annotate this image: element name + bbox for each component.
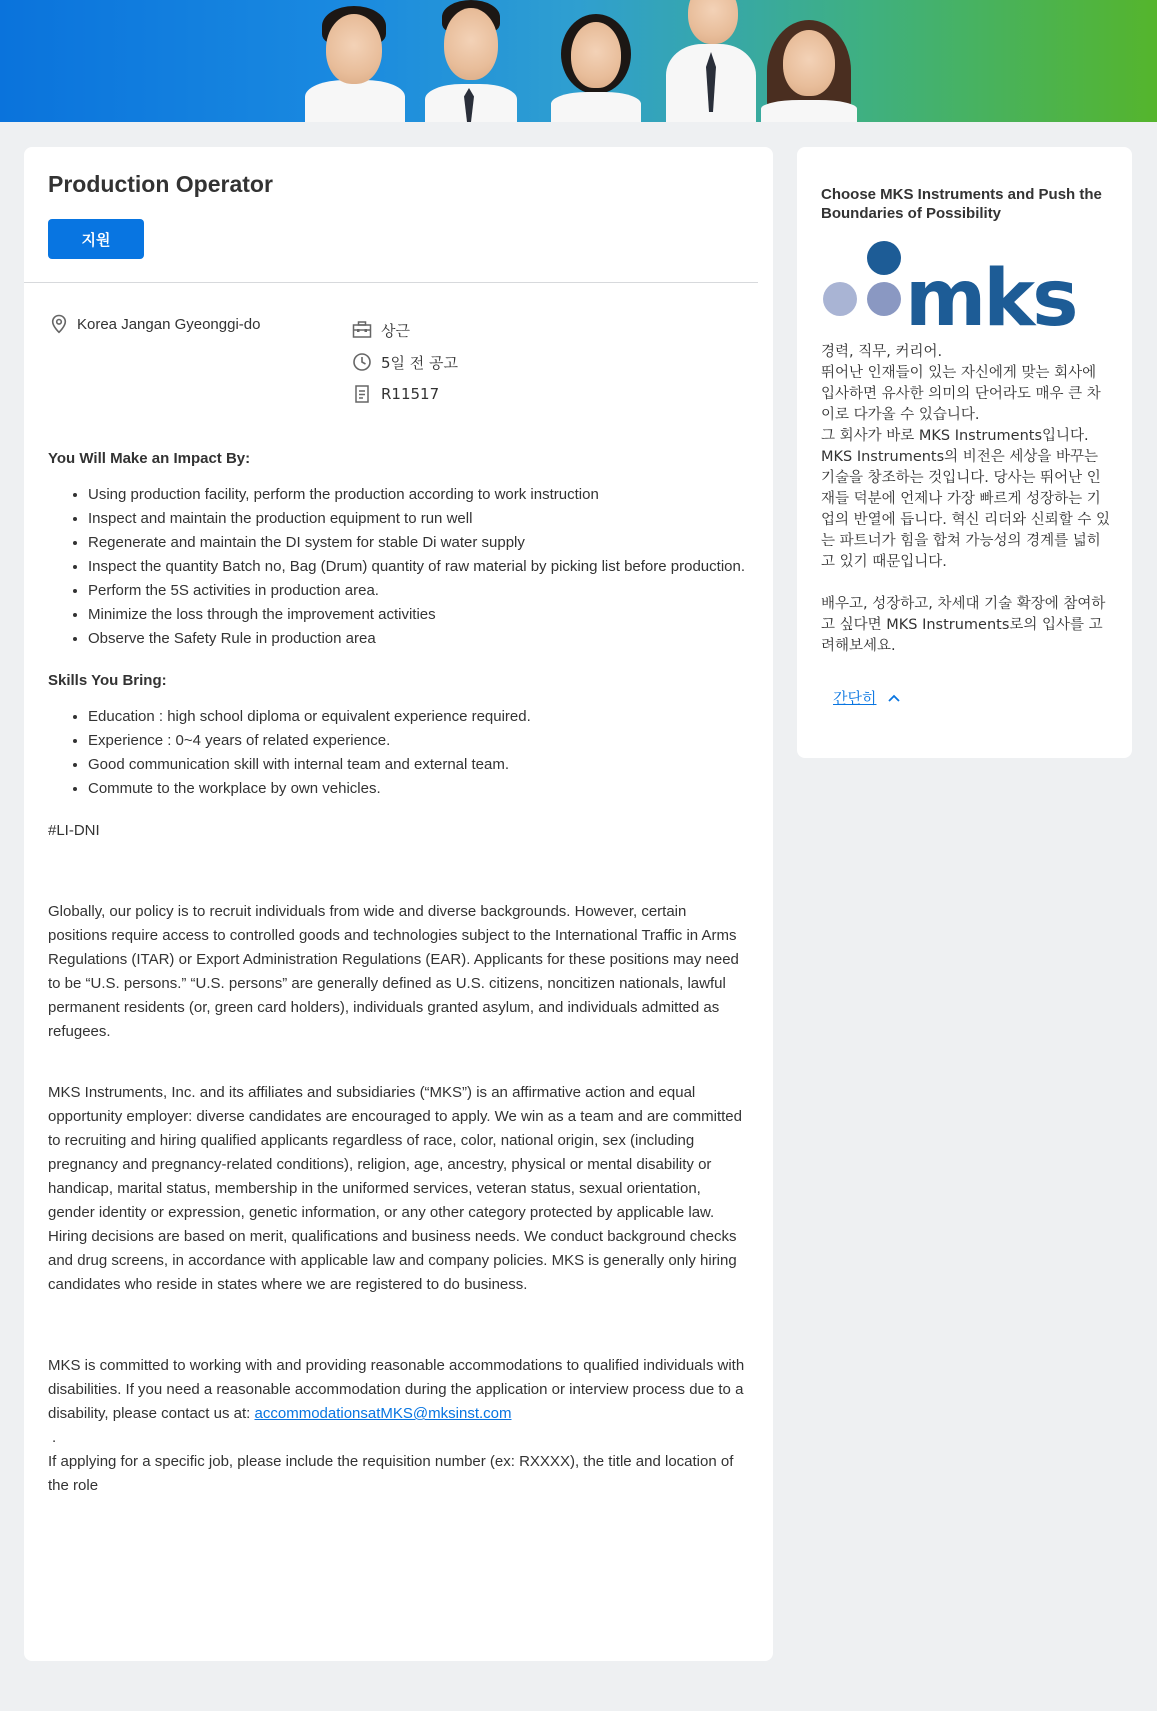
policy-paragraph: Globally, our policy is to recruit individuals from wide and diverse backgrounds. However, certain positions require access to controlled goods and technologies subject to the International Traffic in Arms Regulations (ITAR) or Export Administration Regulations (EAR). Applicants for these positions may need to be “U.S. persons.” “U.S. persons” are generally defined as U.S. citizens, noncitizen nationals, lawful permanent residents (or, green card holders), individuals granted asylum, and individuals admitted as refugees.	[48, 903, 739, 1040]
chevron-up-icon	[888, 694, 900, 702]
job-location	[50, 314, 260, 334]
clock-icon	[352, 352, 372, 372]
skills-list	[48, 705, 748, 801]
collapse-label: 간단히	[833, 689, 877, 707]
posted-date	[352, 346, 458, 378]
list-item: • Regenerate and maintain the DI system for stable Di water supply	[88, 531, 748, 555]
accommodation-paragraph	[48, 1354, 748, 1426]
hashtag: #LI-DNI	[48, 822, 100, 839]
banner-person	[660, 0, 760, 122]
banner-person	[755, 0, 865, 122]
company-info-card	[797, 147, 1132, 758]
accommodation-period: .	[52, 1429, 57, 1446]
eeo-paragraph: MKS Instruments, Inc. and its affiliates and subsidiaries (“MKS”) is an affirmative action and equal opportunity employer: diverse candidates are encouraged to apply. We win as a team and are committed to recruiting and hiring qualified applicants regardless of race, color, national origin, sex (including pregnancy and pregnancy-related conditions), religion, age, ancestry, physical or mental disability or handicap, marital status, membership in the uniformed services, veteran status, sexual orientation, gender identity or expression, genetic information, or any other category protected by applicable law. Hiring decisions are based on merit, qualifications and business needs. We conduct background checks and drug screens, in accordance with applicable law and company policies. MKS is generally only hiring candidates who reside in states where we are registered to do business.	[48, 1084, 742, 1293]
list-item: • Commute to the workplace by own vehicles.	[88, 777, 748, 801]
job-description	[48, 447, 748, 1498]
mks-logo	[821, 239, 1091, 329]
list-item: • Perform the 5S activities in production area.	[88, 579, 748, 603]
apply-button[interactable]: 지원	[48, 219, 144, 259]
list-item: • Inspect and maintain the production equipment to run well	[88, 507, 748, 531]
list-item: • Experience : 0~4 years of related experience.	[88, 729, 748, 753]
collapse-toggle[interactable]	[833, 687, 900, 708]
impact-heading: You Will Make an Impact By:	[48, 450, 251, 467]
time-type	[352, 314, 458, 346]
job-title: Production Operator	[48, 171, 273, 197]
company-intro: 경력, 직무, 커리어. 뛰어난 인재들이 있는 자신에게 맞는 회사에 입사하면 유사한 의미의 단어라도 매우 큰 차이로 다가올 수 있습니다. 그 회사가 바로 MKS Instruments입니다. MKS Instruments의 비전은 세상을 바꾸는 기술을 창조하는 것입니다. 당사는 뛰어난 인재들 덕분에 언제나 가장 빠르게 성장하는 기업의 반열에 듭니다. 혁신 리더와 신뢰할 수 있는 파트너가 힘을 합쳐 가능성의 경계를 넓히고 있기 때문입니다. 배우고, 성장하고, 차세대 기술 확장에 참여하고 싶다면 MKS Instruments로의 입사를 고려해보세요.	[821, 344, 1110, 654]
banner-person	[420, 0, 520, 122]
list-item: • Good communication skill with internal team and external team.	[88, 753, 748, 777]
time-type-text: 상근	[381, 321, 410, 340]
job-location-text: Korea Jangan Gyeonggi-do	[77, 315, 261, 333]
list-item: • Using production facility, perform the production according to work instruction	[88, 483, 748, 507]
list-item: • Observe the Safety Rule in production area	[88, 627, 748, 651]
mks-logo-text: mks	[905, 254, 1076, 329]
location-pin-icon	[50, 314, 68, 334]
requisition-id	[352, 378, 458, 410]
document-icon	[352, 384, 372, 404]
divider	[24, 282, 758, 283]
briefcase-icon	[352, 321, 372, 339]
impact-list	[48, 483, 748, 651]
posted-date-text: 5일 전 공고	[381, 353, 459, 372]
accommodation-text: MKS is committed to working with and providing reasonable accommodations to qualified individuals with disabilities. If you need a reasonable accommodation during the application or interview process due to a disability, please contact us at:	[48, 1357, 745, 1422]
list-item: • Minimize the loss through the improvement activities	[88, 603, 748, 627]
list-item: • Inspect the quantity Batch no, Bag (Drum) quantity of raw material by picking list before production.	[88, 555, 748, 579]
skills-heading: Skills You Bring:	[48, 672, 167, 689]
requisition-text: R11517	[381, 385, 440, 403]
banner-person	[300, 0, 410, 122]
company-tagline: Choose MKS Instruments and Push the Boundaries of Possibility	[821, 186, 1102, 222]
header-banner	[0, 0, 1157, 122]
job-meta	[352, 314, 458, 410]
job-posting-card	[24, 147, 773, 1661]
requisition-note: If applying for a specific job, please include the requisition number (ex: RXXXX), the title and location of the role	[48, 1453, 734, 1494]
banner-person	[545, 0, 645, 122]
accommodation-email-link[interactable]: accommodationsatMKS@mksinst.com	[254, 1405, 512, 1422]
list-item: • Education : high school diploma or equivalent experience required.	[88, 705, 748, 729]
